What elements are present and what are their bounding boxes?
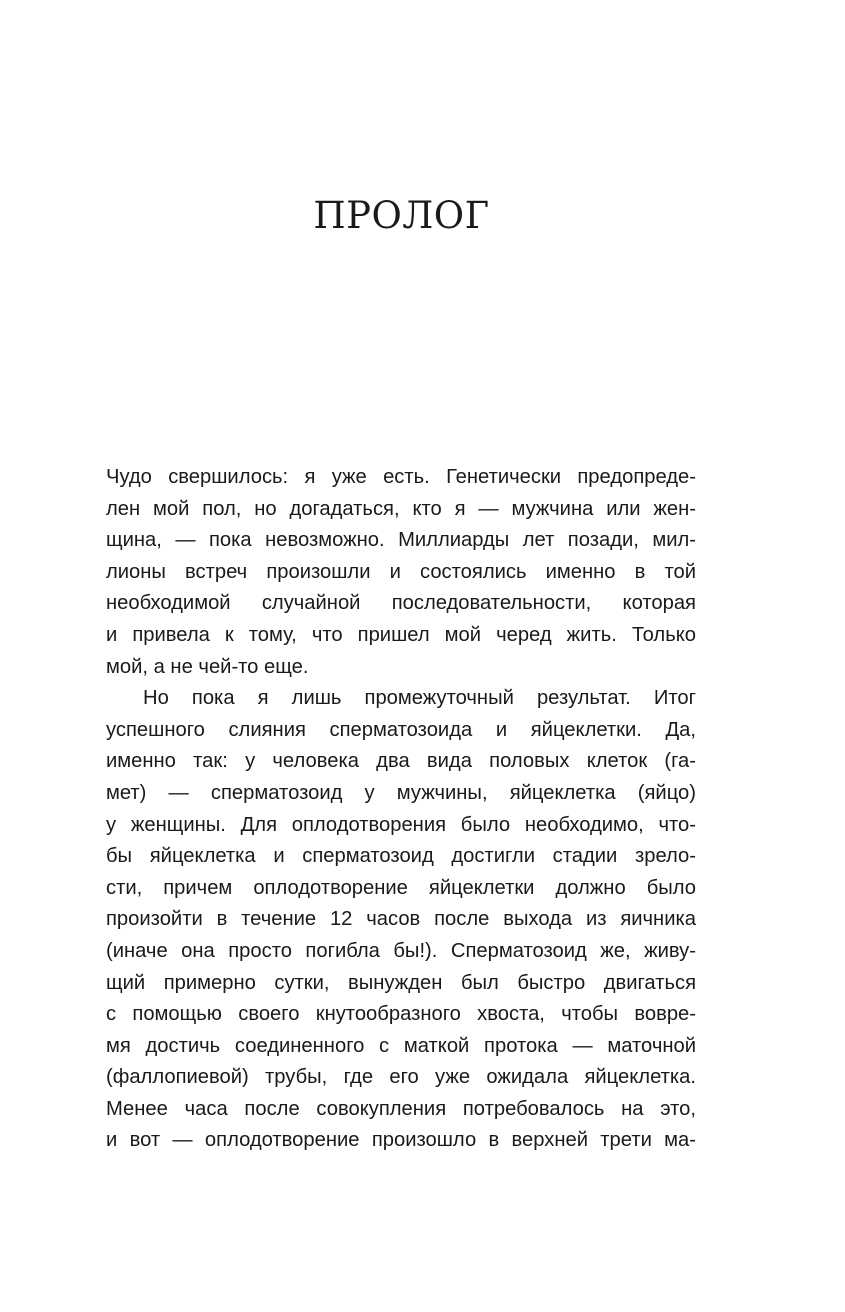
body-text: [106, 462, 696, 1157]
text-line: мя достичь соединенного с маткой протока — маточной: [106, 1034, 696, 1057]
text-line: щий примерно сутки, вынужден был быстро двигаться: [106, 971, 696, 994]
chapter-title: ПРОЛОГ: [313, 194, 490, 237]
text-line: (фаллопиевой) трубы, где его уже ожидала яйцеклетка.: [106, 1066, 696, 1089]
text-line: Но пока я лишь промежуточный результат. Итог: [143, 687, 696, 710]
text-line: и вот — оплодотворение произошло в верхней трети ма-: [106, 1129, 696, 1152]
text-line: Чудо свершилось: я уже есть. Генетически предопреде-: [106, 466, 696, 488]
text-line: Менее часа после совокупления потребовалось на это,: [106, 1097, 696, 1120]
text-line: мой, а не чей-то еще.: [106, 655, 309, 678]
paragraph: [106, 683, 696, 1157]
text-line: и привела к тому, что пришел мой черед жить. Только: [106, 623, 696, 646]
text-line: у женщины. Для оплодотворения было необходимо, что-: [106, 813, 696, 836]
text-line: бы яйцеклетка и сперматозоид достигли стадии зрело-: [106, 845, 696, 868]
text-line: щина, — пока невозможно. Миллиарды лет позади, мил-: [106, 529, 696, 552]
text-line: (иначе она просто погибла бы!). Сперматозоид же, живу-: [106, 939, 696, 962]
text-line: успешного слияния сперматозоида и яйцеклетки. Да,: [106, 718, 696, 741]
paragraph: [106, 462, 696, 683]
text-line: необходимой случайной последовательности, которая: [106, 592, 696, 615]
text-line: сти, причем оплодотворение яйцеклетки должно было: [106, 876, 696, 899]
text-line: лионы встреч произошли и состоялись именно в той: [106, 560, 696, 583]
text-line: мет) — сперматозоид у мужчины, яйцеклетка (яйцо): [106, 781, 696, 804]
text-line: лен мой пол, но догадаться, кто я — мужчина или жен-: [106, 497, 696, 520]
text-line: именно так: у человека два вида половых клеток (га-: [106, 750, 696, 773]
text-line: с помощью своего кнутообразного хвоста, чтобы вовре-: [106, 1003, 696, 1026]
text-line: произойти в течение 12 часов после выхода из яичника: [106, 908, 696, 931]
